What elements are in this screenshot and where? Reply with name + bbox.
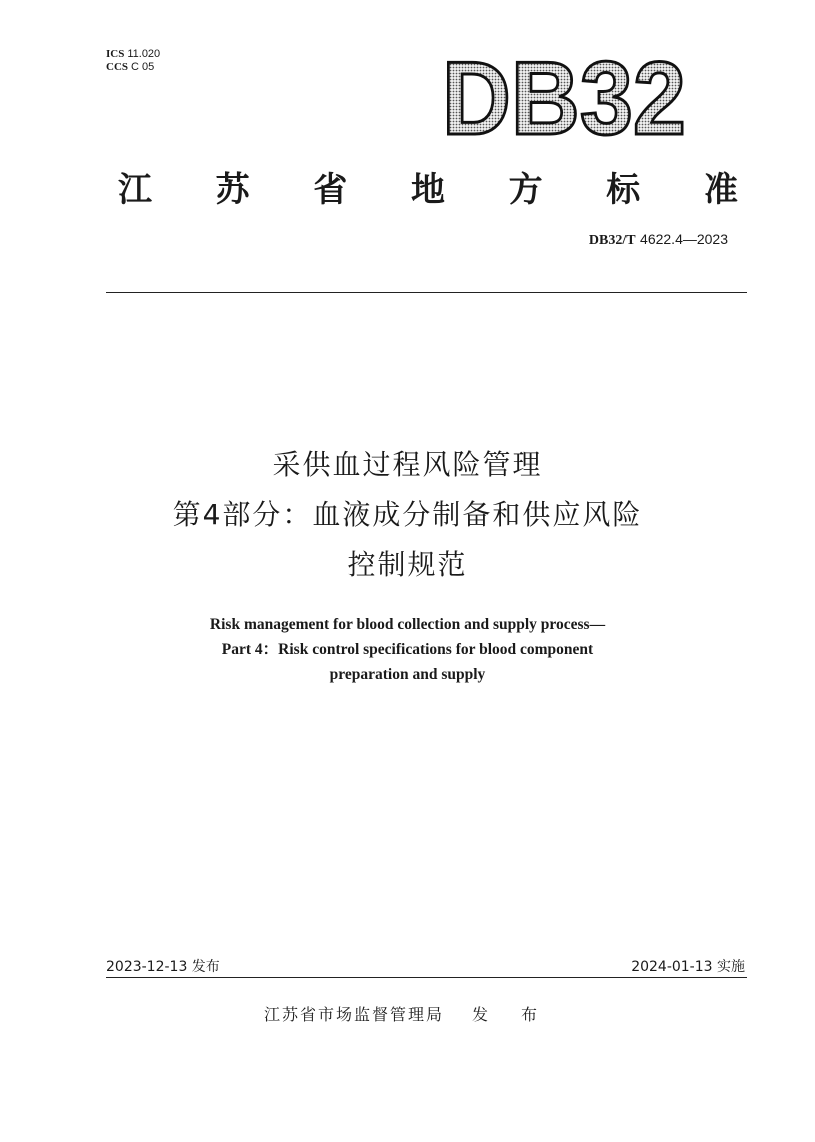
- english-title-line: Risk management for blood collection and supply process—: [209, 616, 606, 633]
- title-char: 地: [410, 170, 445, 210]
- chinese-title-line: 第4部分：血液成分制备和供应风险: [172, 498, 643, 531]
- ccs-label: CCS: [106, 61, 129, 73]
- standard-prefix: DB32/T: [588, 233, 636, 248]
- english-title-line: preparation and supply: [329, 666, 486, 683]
- classification-codes: [106, 48, 160, 74]
- ics-value: 11.020: [127, 48, 161, 60]
- title-char: 标: [606, 170, 641, 210]
- english-title: [0, 612, 815, 687]
- chinese-title: [0, 440, 815, 590]
- logo-text: DB32: [442, 48, 686, 142]
- ccs-value: C 05: [131, 61, 155, 73]
- title-char: 准: [703, 170, 738, 210]
- issue-action: 发 布: [471, 1005, 552, 1024]
- title-char: 方: [508, 170, 543, 210]
- standard-number: [589, 231, 728, 249]
- chinese-title-line: 控制规范: [347, 548, 468, 581]
- title-char: 江: [118, 170, 152, 210]
- ics-label: ICS: [106, 48, 125, 60]
- top-divider: [106, 292, 747, 293]
- chinese-title-line: 采供血过程风险管理: [272, 448, 543, 481]
- province-standard-title: [118, 162, 738, 211]
- publication-date: 2023-12-13 发布: [106, 959, 220, 975]
- issuer-line: [0, 1002, 815, 1025]
- db32-logo: [440, 48, 690, 142]
- ccs-line: [106, 61, 160, 74]
- standard-code: 4622.4—2023: [640, 231, 728, 247]
- title-char: 省: [313, 170, 348, 210]
- implementation-date: 2024-01-13 实施: [631, 959, 745, 975]
- ics-line: [106, 48, 160, 61]
- english-title-line: Part 4：Risk control specifications for blood component: [221, 641, 594, 658]
- issuer-name: 江苏省市场监督管理局: [263, 1005, 444, 1024]
- bottom-divider: [106, 977, 747, 978]
- title-char: 苏: [215, 170, 250, 210]
